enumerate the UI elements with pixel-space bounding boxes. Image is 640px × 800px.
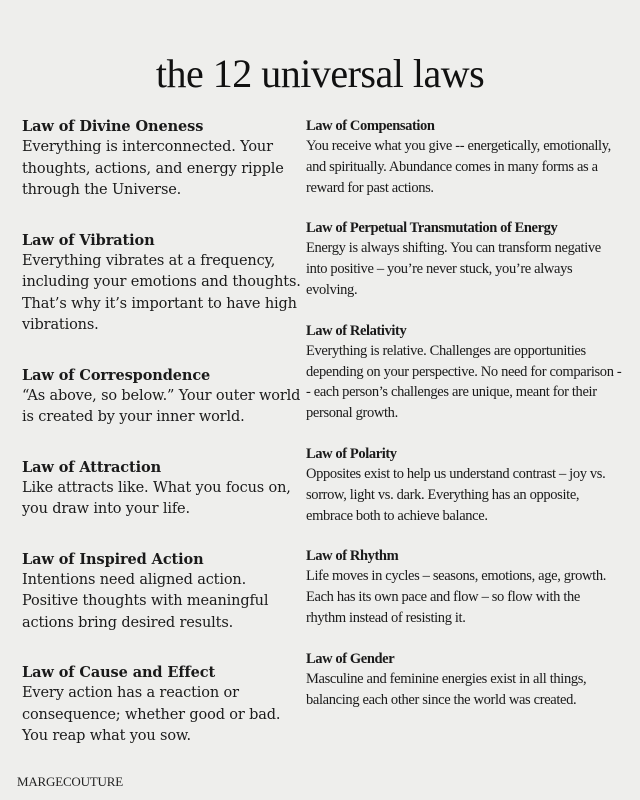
law-name: Law of Polarity: [306, 445, 397, 462]
law-item: [22, 662, 302, 748]
law-item: [306, 649, 622, 711]
law-item: [22, 457, 302, 521]
law-item: [306, 218, 622, 300]
law-name: Law of Inspired Action: [22, 550, 204, 568]
law-item: [306, 546, 622, 628]
law-description: Everything is relative. Challenges are opportunities depending on your perspective. No need for comparison -- each person’s challenges are unique, meant for their personal growth.: [306, 342, 622, 422]
law-item: [22, 549, 302, 635]
law-item: [306, 116, 622, 198]
brand-logo-text: MARGECOUTURE: [17, 774, 123, 789]
law-description: Energy is always shifting. You can transform negative into positive – you’re never stuck, you’re always evolving.: [306, 240, 601, 298]
law-item: [22, 365, 302, 429]
law-name: Law of Compensation: [306, 118, 435, 134]
page-title: the 12 universal laws: [155, 51, 485, 96]
law-name: Law of Cause and Effect: [22, 664, 216, 681]
law-name: Law of Gender: [306, 650, 395, 667]
law-description: Everything is interconnected. Your thoughts, actions, and energy ripple through the Universe.: [22, 139, 284, 198]
law-item: [306, 444, 622, 526]
law-description: Everything vibrates at a frequency, including your emotions and thoughts. That’s why it’s important to have high vibrations.: [22, 252, 301, 333]
law-description: Opposites exist to help us understand contrast – joy vs. sorrow, light vs. dark. Everything has an opposite, embrace both to achieve balance.: [306, 465, 606, 524]
law-description: Like attracts like. What you focus on, you draw into your life.: [22, 479, 291, 517]
left-column: [22, 116, 302, 776]
law-item: [22, 116, 302, 202]
law-description: Intentions need aligned action. Positive thoughts with meaningful actions bring desired results.: [22, 571, 269, 631]
law-name: Law of Perpetual Transmutation of Energy: [306, 220, 558, 237]
law-name: Law of Rhythm: [306, 548, 399, 565]
law-description: Life moves in cycles – seasons, emotions, age, growth. Each has its own pace and flow – so flow with the rhythm instead of resisting it.: [306, 568, 607, 626]
law-description: “As above, so below.” Your outer world is created by your inner world.: [22, 387, 301, 425]
law-item: [22, 230, 302, 337]
right-column: [306, 116, 622, 730]
law-name: Law of Attraction: [22, 458, 162, 476]
law-name: Law of Correspondence: [22, 366, 211, 384]
law-description: Masculine and feminine energies exist in all things, balancing each other since the world was created.: [306, 670, 587, 708]
law-name: Law of Divine Oneness: [22, 118, 204, 135]
law-name: Law of Relativity: [306, 322, 407, 339]
law-description: You receive what you give -- energetically, emotionally, and spiritually. Abundance comes in many forms as a reward for past actions.: [306, 138, 611, 196]
law-item: [306, 321, 622, 424]
law-name: Law of Vibration: [22, 231, 155, 249]
law-description: Every action has a reaction or consequence; whether good or bad. You reap what you sow.: [22, 685, 281, 744]
